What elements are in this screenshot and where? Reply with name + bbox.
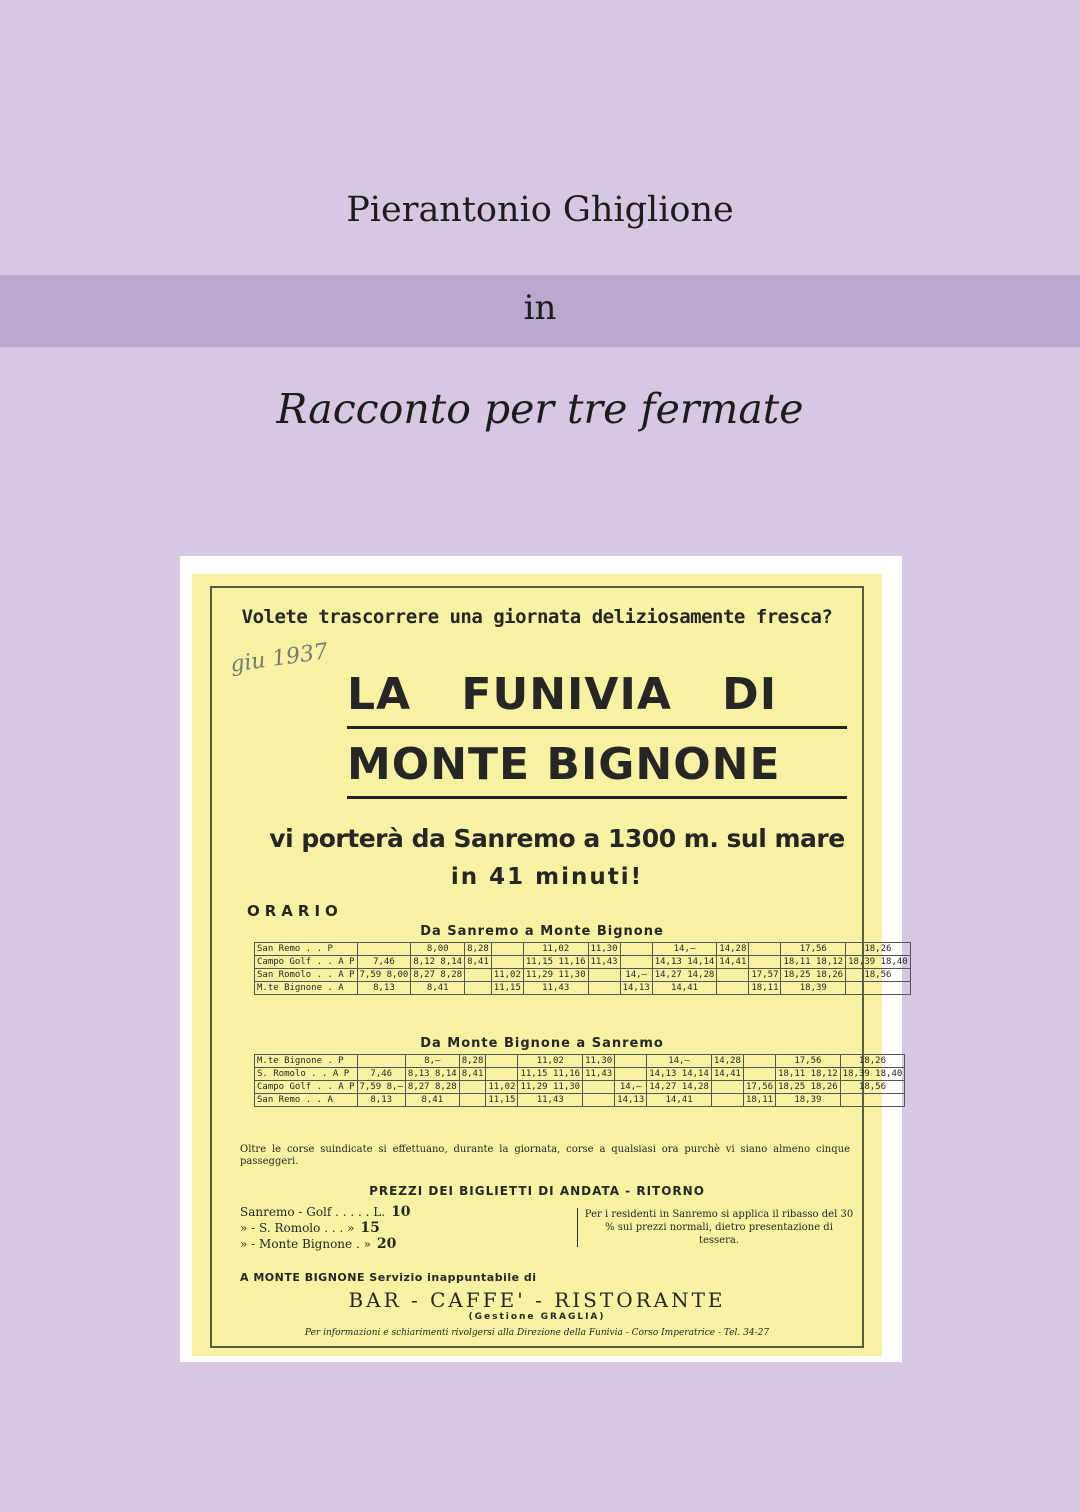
time-cell: 14,28 xyxy=(711,1055,743,1068)
time-cell: 8,27 8,28 xyxy=(411,969,465,982)
time-cell xyxy=(749,943,781,956)
time-cell: 8,— xyxy=(405,1055,459,1068)
poster-image xyxy=(180,556,908,1362)
time-cell: 8,28 xyxy=(459,1055,486,1068)
station-cell: Campo Golf . . A P xyxy=(255,1081,358,1094)
cover-author: Pierantonio Ghiglione xyxy=(346,190,734,230)
time-cell xyxy=(620,956,652,969)
time-cell xyxy=(717,982,749,995)
time-cell: 8,41 xyxy=(405,1094,459,1107)
table-row xyxy=(255,943,911,956)
time-cell: 7,46 xyxy=(357,956,411,969)
time-cell xyxy=(357,943,411,956)
time-cell: 11,30 xyxy=(588,943,620,956)
time-cell: 14,28 xyxy=(717,943,749,956)
time-cell: 11,43 xyxy=(523,982,588,995)
prices-note: Per i residenti in Sanremo si applica il ribasso del 30 % sui prezzi normali, dietro presentazione di tessera. xyxy=(577,1208,854,1247)
time-cell xyxy=(588,969,620,982)
station-cell: S. Romolo . . A P xyxy=(255,1068,358,1081)
headline-rule-bottom xyxy=(347,796,847,799)
time-cell xyxy=(465,982,492,995)
time-cell xyxy=(459,1081,486,1094)
prices-list xyxy=(240,1204,411,1252)
time-cell: 18,26 xyxy=(840,1055,905,1068)
station-cell: M.te Bignone . P xyxy=(255,1055,358,1068)
time-cell: 11,02 xyxy=(491,969,523,982)
prices-heading: PREZZI DEI BIGLIETTI DI ANDATA - RITORNO xyxy=(369,1184,705,1198)
time-cell: 8,27 8,28 xyxy=(405,1081,459,1094)
time-cell: 17,56 xyxy=(743,1081,775,1094)
time-cell: 8,41 xyxy=(459,1068,486,1081)
price-row: Sanremo - Golf . . . . . L. 10 xyxy=(240,1204,411,1220)
time-cell: 18,56 xyxy=(846,969,911,982)
time-cell xyxy=(711,1094,743,1107)
time-cell: 11,15 11,16 xyxy=(518,1068,583,1081)
time-cell: 14,— xyxy=(620,969,652,982)
time-cell: 14,— xyxy=(647,1055,712,1068)
time-cell: 14,— xyxy=(615,1081,647,1094)
time-cell xyxy=(486,1055,518,1068)
time-cell: 14,41 xyxy=(717,956,749,969)
time-cell: 11,43 xyxy=(518,1094,583,1107)
poster-sub-2: in 41 minuti! xyxy=(450,864,644,890)
time-cell: 11,02 xyxy=(486,1081,518,1094)
time-cell: 8,28 xyxy=(465,943,492,956)
timetable-2 xyxy=(254,1054,905,1107)
time-cell: 18,39 18,40 xyxy=(846,956,911,969)
cover-connector: in xyxy=(523,288,557,328)
time-cell: 18,11 xyxy=(749,982,781,995)
time-cell: 14,— xyxy=(652,943,717,956)
table-row xyxy=(255,1081,905,1094)
time-cell: 11,29 11,30 xyxy=(518,1081,583,1094)
time-cell: 8,00 xyxy=(411,943,465,956)
time-cell xyxy=(588,982,620,995)
table-row xyxy=(255,956,911,969)
station-cell: San Remo . . A xyxy=(255,1094,358,1107)
time-cell: 8,41 xyxy=(411,982,465,995)
time-cell xyxy=(711,1081,743,1094)
time-cell: 18,11 18,12 xyxy=(776,1068,841,1081)
station-cell: M.te Bignone . A xyxy=(255,982,358,995)
time-cell: 14,41 xyxy=(647,1094,712,1107)
poster-note: Oltre le corse suindicate si effettuano, durante la giornata, corse a qualsiasi ora purchè vi siano almeno cinque passeggeri. xyxy=(240,1144,850,1167)
service-line: A MONTE BIGNONE Servizio inappuntabile di xyxy=(240,1271,537,1284)
time-cell xyxy=(615,1068,647,1081)
station-cell: Campo Golf . . A P xyxy=(255,956,358,969)
poster-headline-2: MONTE BIGNONE xyxy=(347,739,781,790)
time-cell xyxy=(357,1055,405,1068)
table-row xyxy=(255,1055,905,1068)
time-cell xyxy=(743,1068,775,1081)
time-cell: 7,59 8,00 xyxy=(357,969,411,982)
time-cell: 18,39 xyxy=(781,982,846,995)
time-cell xyxy=(615,1055,647,1068)
time-cell: 17,56 xyxy=(776,1055,841,1068)
time-cell: 18,39 18,40 xyxy=(840,1068,905,1081)
timetable-heading-1: Da Sanremo a Monte Bignone xyxy=(420,924,664,939)
time-cell xyxy=(583,1094,615,1107)
info-line: Per informazioni e schiarimenti rivolgersi alla Direzione della Funivia - Corso Imperatrice - Tel. 34-27 xyxy=(304,1328,770,1338)
management-line: (Gestione GRAGLIA) xyxy=(468,1312,606,1322)
timetable-heading-2: Da Monte Bignone a Sanremo xyxy=(420,1036,664,1051)
table-row xyxy=(255,1068,905,1081)
cover-title: Racconto per tre fermate xyxy=(276,385,804,433)
time-cell xyxy=(717,969,749,982)
time-cell xyxy=(743,1055,775,1068)
time-cell: 8,12 8,14 xyxy=(411,956,465,969)
time-cell xyxy=(491,956,523,969)
poster-sub-1: vi porterà da Sanremo a 1300 m. sul mare xyxy=(269,824,845,853)
table-row xyxy=(255,969,911,982)
time-cell: 17,56 xyxy=(781,943,846,956)
time-cell: 14,13 xyxy=(615,1094,647,1107)
time-cell xyxy=(749,956,781,969)
price-row: » - S. Romolo . . . » 15 xyxy=(240,1220,380,1236)
time-cell: 18,11 18,12 xyxy=(781,956,846,969)
time-cell: 14,13 14,14 xyxy=(652,956,717,969)
table-row xyxy=(255,1094,905,1107)
time-cell: 11,15 xyxy=(486,1094,518,1107)
time-cell xyxy=(491,943,523,956)
poster-headline-1: LA FUNIVIA DI xyxy=(347,669,778,720)
time-cell: 11,02 xyxy=(518,1055,583,1068)
station-cell: San Romolo . . A P xyxy=(255,969,358,982)
time-cell: 11,15 xyxy=(491,982,523,995)
time-cell: 14,27 14,28 xyxy=(652,969,717,982)
time-cell: 8,13 xyxy=(357,982,411,995)
time-cell: 11,43 xyxy=(588,956,620,969)
time-cell: 17,57 xyxy=(749,969,781,982)
price-row: » - Monte Bignone . » 20 xyxy=(240,1236,397,1252)
time-cell xyxy=(620,943,652,956)
time-cell: 14,41 xyxy=(711,1068,743,1081)
time-cell: 14,41 xyxy=(652,982,717,995)
time-cell: 11,15 11,16 xyxy=(523,956,588,969)
time-cell: 14,13 xyxy=(620,982,652,995)
time-cell xyxy=(840,1094,905,1107)
time-cell xyxy=(486,1068,518,1081)
time-cell: 14,13 14,14 xyxy=(647,1068,712,1081)
timetable-1 xyxy=(254,942,911,995)
time-cell: 18,39 xyxy=(776,1094,841,1107)
time-cell: 18,25 18,26 xyxy=(776,1081,841,1094)
time-cell: 11,29 11,30 xyxy=(523,969,588,982)
time-cell: 18,56 xyxy=(840,1081,905,1094)
time-cell xyxy=(846,982,911,995)
poster-question: Volete trascorrere una giornata deliziosamente fresca? xyxy=(241,606,833,628)
funivia-poster xyxy=(192,574,908,1356)
orario-label: ORARIO xyxy=(247,902,343,920)
time-cell xyxy=(583,1081,615,1094)
time-cell: 11,30 xyxy=(583,1055,615,1068)
bar-line: BAR - CAFFE' - RISTORANTE xyxy=(348,1288,726,1312)
time-cell: 7,59 8,— xyxy=(357,1081,405,1094)
time-cell: 18,26 xyxy=(846,943,911,956)
headline-rule-top xyxy=(347,726,847,729)
time-cell: 7,46 xyxy=(357,1068,405,1081)
date-stamp: giu 1937 xyxy=(228,639,330,678)
time-cell: 8,13 8,14 xyxy=(405,1068,459,1081)
time-cell: 14,27 14,28 xyxy=(647,1081,712,1094)
time-cell: 18,25 18,26 xyxy=(781,969,846,982)
time-cell: 11,43 xyxy=(583,1068,615,1081)
table-row xyxy=(255,982,911,995)
time-cell: 18,11 xyxy=(743,1094,775,1107)
time-cell xyxy=(465,969,492,982)
station-cell: San Remo . . P xyxy=(255,943,358,956)
time-cell: 11,02 xyxy=(523,943,588,956)
time-cell: 8,41 xyxy=(465,956,492,969)
time-cell xyxy=(459,1094,486,1107)
time-cell: 8,13 xyxy=(357,1094,405,1107)
